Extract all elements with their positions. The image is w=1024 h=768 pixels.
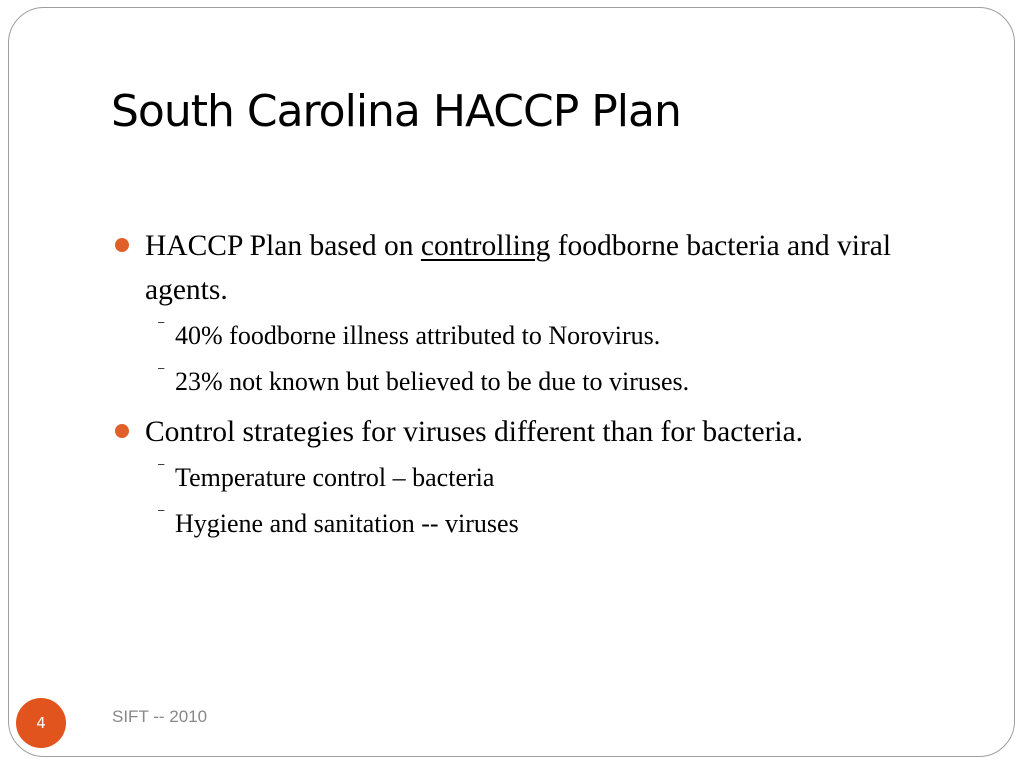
bullet-text: foodborne bacteria and viral agents. — [145, 230, 892, 306]
slide-footer: SIFT -- 2010 — [112, 707, 208, 726]
sub-bullet-item — [145, 362, 955, 402]
bullet-text: Control strategies for viruses different than for bacteria. — [145, 416, 804, 448]
bullet-dot-icon — [115, 424, 129, 438]
sub-bullet-text: 23% not known but believed to be due to viruses. — [175, 367, 690, 396]
page-number-badge — [16, 698, 66, 748]
sub-bullet-text: Hygiene and sanitation -- viruses — [175, 509, 519, 538]
sub-bullet-dash-icon: ⁻ — [157, 316, 166, 335]
sub-bullet-text: Temperature control – bacteria — [175, 463, 495, 492]
sub-bullet-item — [145, 504, 955, 544]
sub-bullet-item — [145, 458, 955, 498]
bullet-item — [115, 224, 955, 312]
sub-bullet-item — [145, 316, 955, 356]
bullet-text: HACCP Plan based on — [145, 230, 421, 262]
sub-bullet-dash-icon: ⁻ — [157, 362, 166, 381]
bullet-dot-icon — [115, 238, 129, 252]
slide-content — [115, 224, 955, 550]
bullet-item — [115, 410, 955, 454]
bullet-emphasis: controlling — [420, 230, 551, 262]
page-number: 4 — [36, 714, 46, 732]
slide-title: South Carolina HACCP Plan — [111, 86, 681, 137]
sub-bullet-dash-icon: ⁻ — [157, 458, 166, 477]
sub-bullet-dash-icon: ⁻ — [157, 504, 166, 523]
sub-bullet-text: 40% foodborne illness attributed to Norovirus. — [175, 321, 661, 350]
